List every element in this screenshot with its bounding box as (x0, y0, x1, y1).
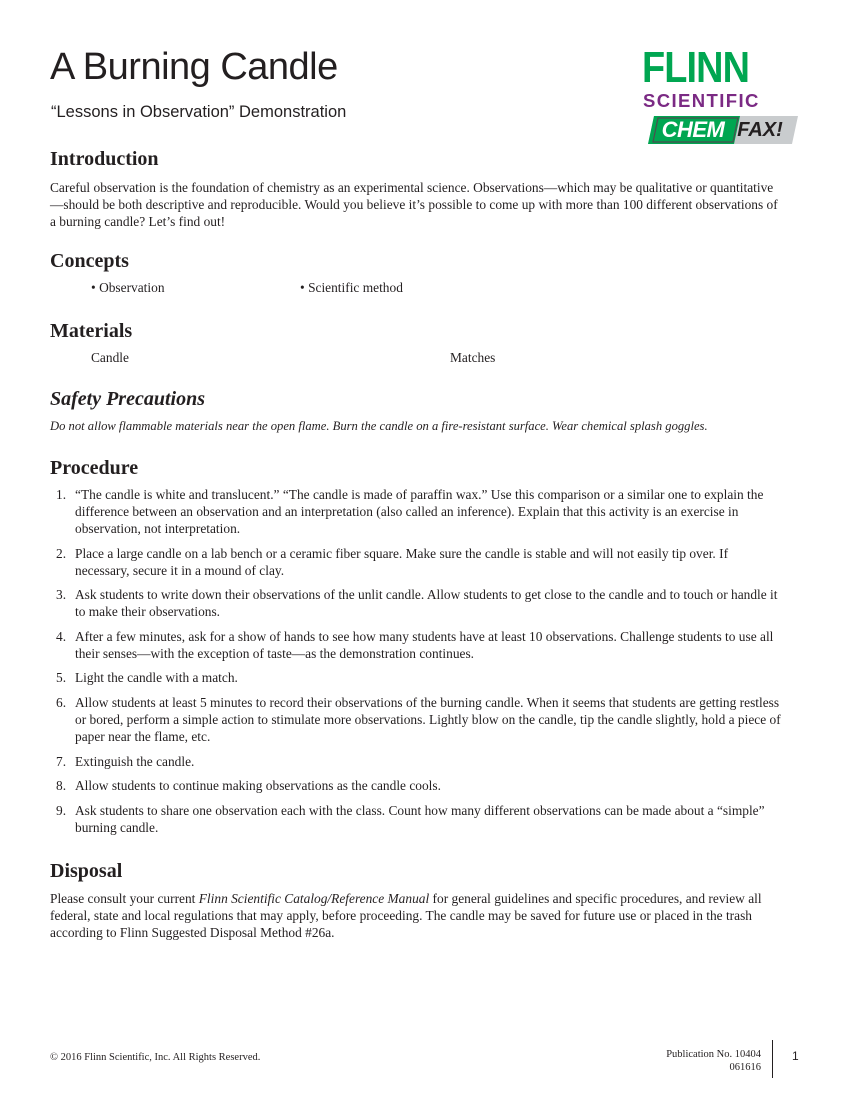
step-number: 6. (56, 694, 67, 710)
disposal-text-end: for general guidelines and specific procedures, and review all federal, state and local regulations that may apply, before proceeding. The candle may be saved for future use or placed in the trash according to Flinn Suggested Disposal Method #26a. (50, 891, 762, 940)
logo-flinn-text: FLINN (642, 43, 750, 92)
concept-label: Scientific method (308, 280, 403, 295)
safety-text: Do not allow flammable materials near the open flame. Burn the candle on a fire-resistant surface. Wear chemical splash goggles. (50, 419, 708, 433)
logo-scientific-text: SCIENTIFIC (643, 90, 760, 111)
catalog-title: Flinn Scientific Catalog/Reference Manual (198, 891, 430, 906)
step-text: Allow students at least 5 minutes to record their observations of the burning candle. When it seems that students are getting restless or bored, perform a simple action to stimulate more observations. Lightly blow on the candle, tip the candle slightly, hold a piece of paper near the flame, etc. (75, 694, 781, 744)
step-number: 1. (56, 487, 67, 502)
publication-info (666, 1048, 761, 1074)
logo-fax-text: FAX! (737, 118, 783, 141)
procedure-list (50, 486, 785, 843)
procedure-heading: Procedure (50, 457, 139, 479)
step-number: 4. (56, 628, 67, 644)
procedure-step (50, 777, 785, 794)
procedure-step (50, 694, 785, 745)
step-text: Ask students to write down their observations of the unlit candle. Allow students to get close to the candle and to touch or handle it to make their observations. (75, 587, 778, 620)
procedure-step (50, 545, 785, 579)
concept-item (91, 279, 165, 296)
flinn-chemfax-logo (640, 43, 802, 152)
bullet-icon: • (91, 280, 96, 295)
publication-code: 061616 (729, 1062, 761, 1073)
step-number: 9. (56, 802, 67, 818)
bullet-icon: • (300, 280, 305, 295)
publication-number: Publication No. 10404 (666, 1049, 761, 1060)
procedure-step (50, 753, 785, 770)
procedure-step (50, 628, 785, 662)
step-text: Place a large candle on a lab bench or a ceramic fiber square. Make sure the candle is stable and will not easily tip over. If necessary, secure it in a mound of clay. (75, 545, 729, 578)
page-subtitle: “Lessons in Observation” Demonstration (51, 103, 347, 121)
procedure-step (50, 802, 785, 836)
material-item: Matches (450, 350, 496, 365)
introduction-text: Careful observation is the foundation of chemistry as an experimental science. Observations—which may be qualitative or quantitative—should be both descriptive and reproducible. Would you believe it’s possible to come up with more than 100 different observations of a burning candle? Let’s find out! (50, 180, 778, 229)
step-number: 3. (56, 587, 67, 603)
procedure-step (50, 669, 785, 686)
step-number: 8. (56, 778, 67, 794)
step-text: Allow students to continue making observations as the candle cools. (75, 778, 441, 794)
introduction-heading: Introduction (50, 148, 159, 170)
procedure-step (50, 486, 785, 537)
step-text: Light the candle with a match. (75, 670, 238, 686)
step-text: Extinguish the candle. (75, 753, 195, 769)
logo-chem-text: CHEM (661, 117, 725, 142)
page-number: 1 (792, 1049, 799, 1063)
footer-divider (772, 1040, 773, 1078)
concept-label: Observation (99, 280, 165, 295)
step-text: “The candle is white and translucent.” “The candle is made of paraffin wax.” Use this comparison or a similar one to explain the difference between an observation and an interpretation (also called an inference). Explain that this activity is an exercise in observation, not interpretation. (75, 487, 764, 536)
step-number: 7. (56, 753, 67, 769)
concepts-heading: Concepts (50, 250, 129, 272)
disposal-text-start: Please consult your current (50, 891, 199, 906)
safety-heading: Safety Precautions (50, 388, 205, 410)
procedure-step (50, 586, 785, 620)
step-number: 2. (56, 545, 67, 561)
concept-item (300, 279, 403, 296)
disposal-text (50, 890, 785, 941)
disposal-heading: Disposal (50, 860, 123, 882)
page-title: A Burning Candle (50, 46, 338, 88)
step-number: 5. (56, 670, 67, 686)
step-text: After a few minutes, ask for a show of hands to see how many students have at least 10 observations. Challenge students to use all their senses—with the exception of taste—as the demonstration continues. (75, 628, 774, 661)
material-item: Candle (91, 350, 129, 365)
copyright-notice: © 2016 Flinn Scientific, Inc. All Rights Reserved. (50, 1052, 261, 1063)
step-text: Ask students to share one observation each with the class. Count how many different observations can be made about a “simple” burning candle. (75, 802, 765, 835)
materials-heading: Materials (50, 320, 133, 342)
